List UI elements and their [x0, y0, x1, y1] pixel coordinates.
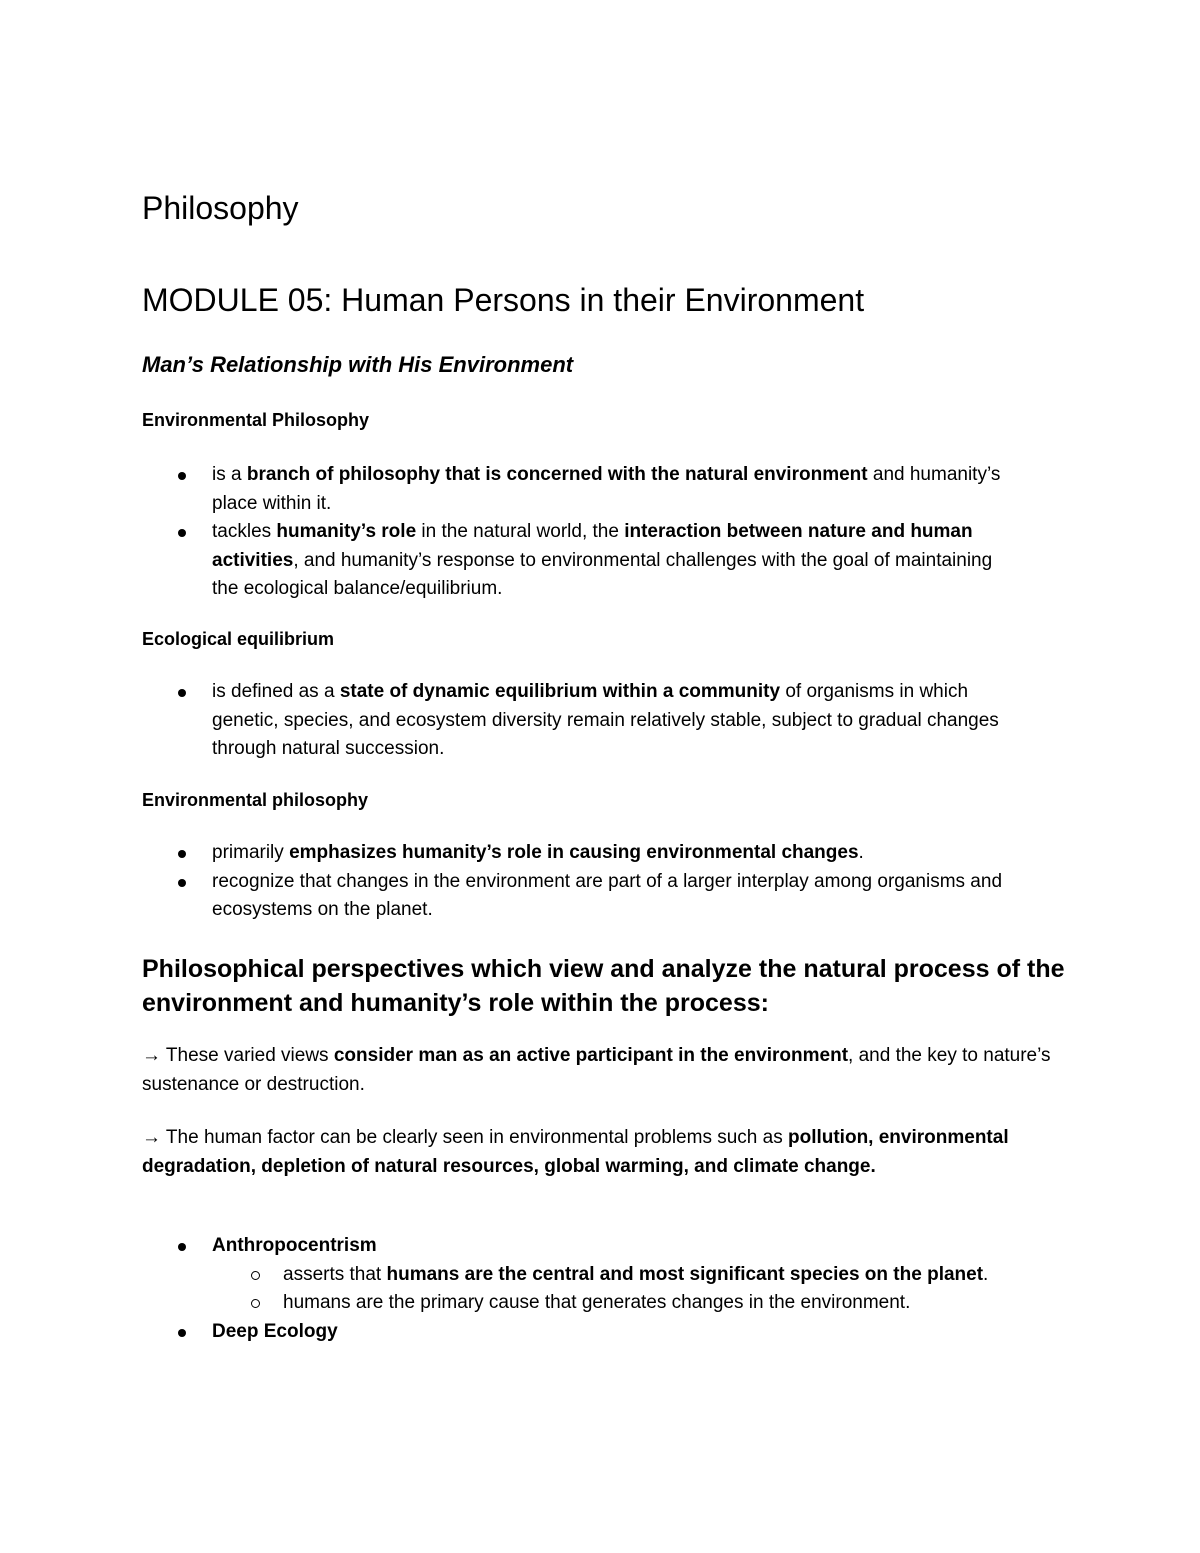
item-text: and humanity’s place within it.	[212, 464, 1001, 514]
paragraph-text: → These varied views	[142, 1045, 334, 1066]
list-item	[142, 868, 1012, 925]
perspectives-list	[142, 1232, 1012, 1346]
list-item	[142, 518, 1012, 604]
paragraph-bold-text: consider man as an active participant in the environment	[333, 1045, 849, 1066]
arrow-paragraph	[142, 1042, 1062, 1099]
item-text: asserts that	[283, 1263, 387, 1285]
item-text: is a	[212, 464, 247, 485]
list-item	[142, 678, 1012, 764]
list-item	[142, 839, 1012, 868]
bullet-icon	[178, 879, 186, 887]
section-ecological-equilibrium	[142, 625, 1012, 764]
sub-list-item	[212, 1261, 1012, 1290]
bullet-list	[142, 678, 1012, 764]
paragraph-text: , and the key to nature’s sustenance or destruction.	[142, 1045, 1051, 1095]
item-bold-text: interaction between nature and human activities	[212, 521, 973, 571]
sub-bullet-list	[212, 1261, 1012, 1318]
hollow-bullet-icon	[251, 1299, 260, 1308]
section-label: Ecological equilibrium	[142, 629, 335, 649]
section-label: Environmental Philosophy	[142, 410, 370, 430]
document-title: Philosophy	[142, 190, 299, 226]
section-environmental-philosophy-2	[142, 786, 1012, 925]
hollow-bullet-icon	[251, 1271, 260, 1280]
list-item	[142, 1232, 1012, 1318]
bullet-icon	[178, 529, 186, 537]
paragraph-text: → The human factor can be clearly seen in environmental problems such as	[142, 1127, 788, 1148]
item-bold-text: humanity’s role	[276, 521, 417, 542]
paragraph-bold-text: pollution, environmental degradation, depletion of natural resources, global warming, and climate change.	[142, 1127, 1009, 1177]
module-heading: MODULE 05: Human Persons in their Environment	[142, 282, 865, 318]
perspectives-heading: Philosophical perspectives which view and analyze the natural process of the environment and humanity’s role within the process:	[142, 955, 1065, 1017]
perspective-name: Anthropocentrism	[212, 1235, 377, 1256]
bullet-icon	[178, 472, 186, 480]
bullet-list	[142, 839, 1012, 925]
item-text: recognize that changes in the environment are part of a larger interplay among organisms and ecosystems on the planet.	[212, 870, 1003, 920]
item-bold-text: state of dynamic equilibrium within a community	[339, 681, 781, 702]
perspective-name: Deep Ecology	[212, 1320, 338, 1342]
bullet-list	[142, 461, 1012, 604]
item-text: primarily	[212, 842, 290, 863]
sub-list-item	[212, 1289, 1012, 1318]
item-bold-text: emphasizes humanity’s role in causing environmental changes	[289, 842, 859, 863]
section-subheading: Man’s Relationship with His Environment	[142, 352, 574, 377]
section-environmental-philosophy	[142, 406, 1012, 604]
perspectives-list-container	[142, 1232, 1012, 1346]
item-text: of organisms in which genetic, species, and ecosystem diversity remain relatively stable, subject to gradual changes through natural succession.	[212, 681, 999, 759]
arrow-paragraph	[142, 1124, 1062, 1181]
item-bold-text: humans are the central and most significant species on the planet	[386, 1263, 984, 1285]
item-bold-text: branch of philosophy that is concerned with the natural environment	[246, 464, 868, 485]
item-text: humans are the primary cause that generates changes in the environment.	[283, 1292, 911, 1313]
bullet-icon	[178, 689, 186, 697]
bullet-icon	[178, 850, 186, 858]
list-item	[142, 461, 1012, 518]
item-text: is defined as a	[212, 681, 340, 702]
item-text: .	[983, 1263, 989, 1285]
section-label: Environmental philosophy	[142, 790, 369, 810]
bullet-icon	[178, 1329, 186, 1337]
item-text: tackles	[212, 521, 277, 542]
item-text: in the natural world, the	[416, 521, 625, 542]
bullet-icon	[178, 1243, 186, 1251]
item-text: .	[858, 842, 864, 863]
item-text: , and humanity’s response to environmental challenges with the goal of maintaining the ecological balance/equilibrium.	[212, 549, 993, 599]
list-item	[142, 1318, 1012, 1347]
